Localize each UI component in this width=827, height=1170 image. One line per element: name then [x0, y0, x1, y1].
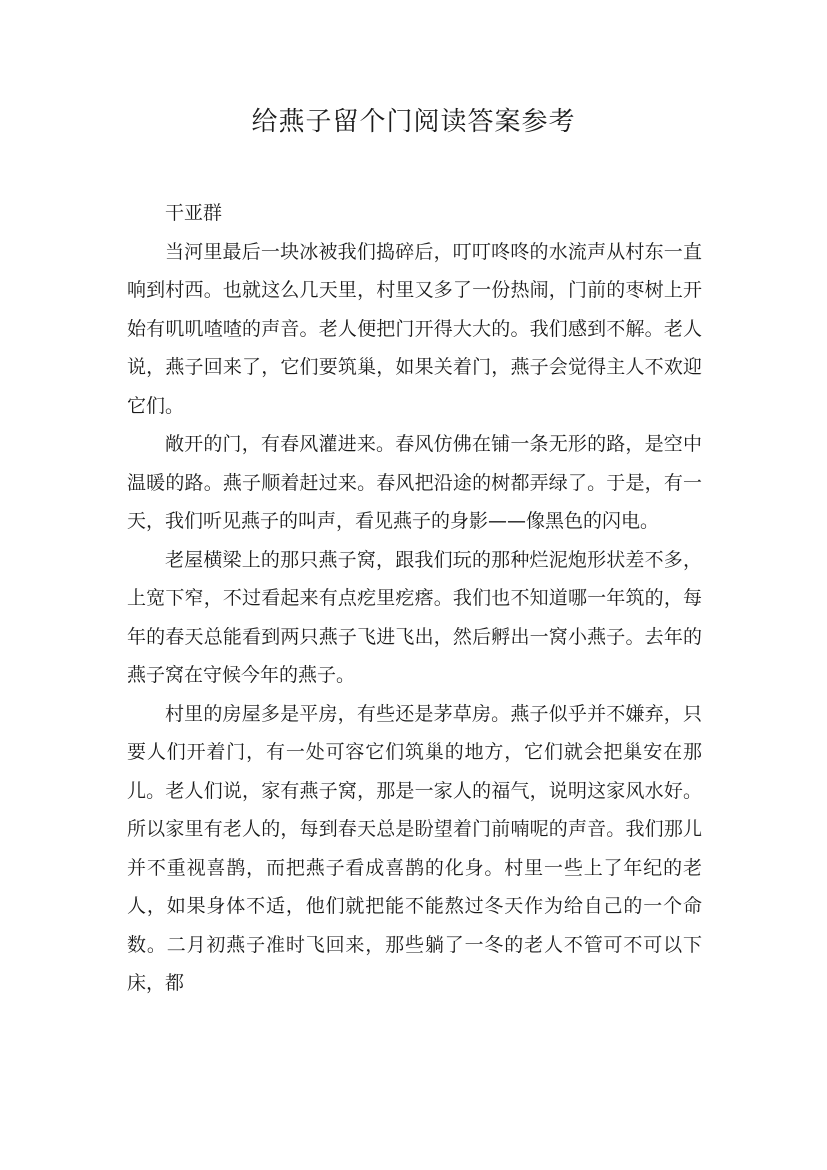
author-name: 干亚群 — [165, 202, 223, 224]
paragraph-3: 老屋横梁上的那只燕子窝，跟我们玩的那种烂泥炮形状差不多，上宽下窄，不过看起来有点疙里疙瘩。我们也不知道哪一年筑的，每年的春天总能看到两只燕子飞进飞出，然后孵出一窝小燕子。去年的燕子窝在守候今年的燕子。 — [127, 548, 702, 686]
paragraph-1: 当河里最后一块冰被我们捣碎后，叮叮咚咚的水流声从村东一直响到村西。也就这么几天里，村里又多了一份热闹，门前的枣树上开始有叽叽喳喳的声音。老人便把门开得大大的。我们感到不解。老人说，燕子回来了，它们要筑巢，如果关着门，燕子会觉得主人不欢迎它们。 — [127, 240, 702, 417]
document-body — [127, 194, 702, 1003]
paragraph-2: 敞开的门，有春风灌进来。春风仿佛在铺一条无形的路，是空中温暖的路。燕子顺着赶过来。春风把沿途的树都弄绿了。于是，有一天，我们听见燕子的叫声，看见燕子的身影——像黑色的闪电。 — [127, 433, 702, 532]
paragraph-4: 村里的房屋多是平房，有些还是茅草房。燕子似乎并不嫌弃，只要人们开着门，有一处可容它们筑巢的地方，它们就会把巢安在那儿。老人们说，家有燕子窝，那是一家人的福气，说明这家风水好。所以家里有老人的，每到春天总是盼望着门前喃呢的声音。我们那儿并不重视喜鹊，而把燕子看成喜鹊的化身。村里一些上了年纪的老人，如果身体不适，他们就把能不能熬过冬天作为给自己的一个命数。二月初燕子准时飞回来，那些躺了一冬的老人不管可不可以下床，都 — [127, 702, 702, 994]
document-title: 给燕子留个门阅读答案参考 — [251, 107, 576, 137]
